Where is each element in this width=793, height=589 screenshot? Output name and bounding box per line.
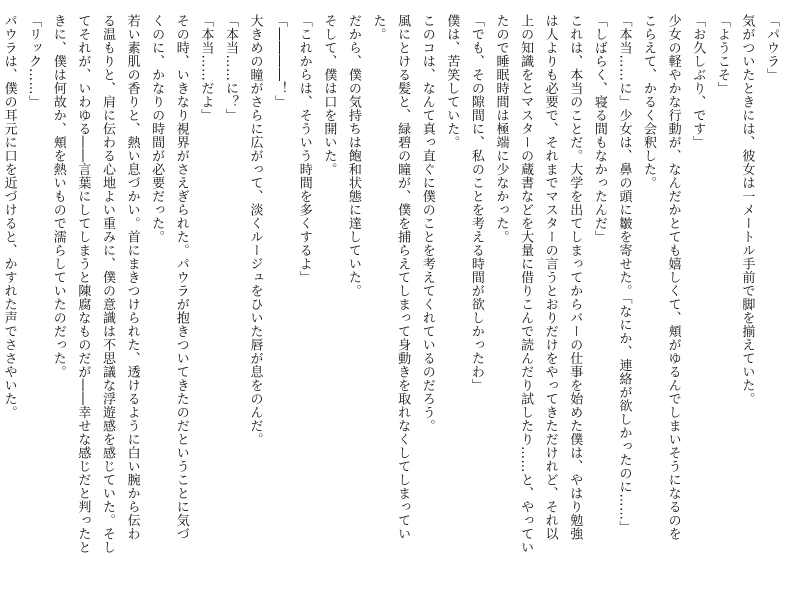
text-line: 「でも、その隙間に、私のことを考える時間が欲しかったわ」 xyxy=(468,14,484,392)
text-line: 「――――！」 xyxy=(272,14,288,109)
text-line: 「リック……」 xyxy=(26,14,42,109)
text-line: 気がついたときには、彼女は一メートル手前で脚を揃えていた。 xyxy=(739,14,755,406)
vertical-text-body xyxy=(0,14,783,580)
text-line: 「本当……だよ」 xyxy=(198,14,214,122)
text-line: 風にとける髪と、緑碧の瞳が、僕を捕らえてしまって身動きを取れなくしてしまってい xyxy=(395,14,411,541)
text-line: 若い素肌の香りと、熱い息づかい。首にまきつけられた、透けるように白い腕から伝わ xyxy=(124,14,140,541)
text-line: このコは、なんて真っ直ぐに僕のことを考えてくれているのだろう。 xyxy=(419,14,435,433)
text-line: 大きめの瞳がさらに広がって、淡くルージュをひいた唇が息をのんだ。 xyxy=(247,14,263,446)
text-line: だから、僕の気持ちは飽和状態に達していた。 xyxy=(345,14,361,298)
text-line: る温もりと、肩に伝わる心地よい重みに、僕の意識は不思議な浮遊感を感じていた。そし xyxy=(99,14,115,554)
text-line: こらえて、かるく会釈した。 xyxy=(641,14,657,190)
text-line: 「ようこそ」 xyxy=(714,14,730,95)
text-line: てそれが、いわゆる――言葉にしてしまうと陳腐なものだが――幸せな感じだと判ったと xyxy=(75,14,91,554)
text-line: 「本当……に」少女は、鼻の頭に皺を寄せた。「なにか、連絡が欲しかったのに……」 xyxy=(616,14,632,534)
text-line: 僕は、苦笑していた。 xyxy=(444,14,460,149)
text-line: たので睡眠時間は極端に少なかった。 xyxy=(493,14,509,244)
text-line: くのに、かなりの時間が必要だった。 xyxy=(149,14,165,244)
text-line: は人よりも必要で、それまでマスターの言うとおりだけをやってきただけれど、それ以 xyxy=(542,14,558,541)
text-line: そして、僕は口を開いた。 xyxy=(321,14,337,176)
text-line: その時、いきなり視界がさえぎられた。パウラが抱きついてきたのだということに気づ xyxy=(173,14,189,541)
text-line: 「これからは、そういう時間を多くするよ」 xyxy=(296,14,312,284)
text-line: これは、本当のことだ。大学を出てしまってからバーの仕事を始めた僕は、やはり勉強 xyxy=(567,14,583,541)
text-line: 上の知識をとマスターの蔵書などを大量に借りこんで読んだり試したり……と、やってい xyxy=(518,14,534,554)
text-line: 少女の軽やかな行動が、なんだかとても嬉しくて、頬がゆるんでしまいそうになるのを xyxy=(665,14,681,541)
text-line: 「しばらく、寝る間もなかったんだ」 xyxy=(591,14,607,244)
text-line: 「本当……に？」 xyxy=(222,14,238,122)
text-line: きに、僕は何故か、頬を熱いもので濡らしていたのだった。 xyxy=(50,14,66,379)
text-line: 「パウラ」 xyxy=(764,14,779,82)
text-line: パウラは、僕の耳元に口を近づけると、かすれた声でささやいた。 xyxy=(1,14,17,419)
text-line: た。 xyxy=(370,14,386,41)
text-line: 「お久しぶり、です」 xyxy=(690,14,706,149)
